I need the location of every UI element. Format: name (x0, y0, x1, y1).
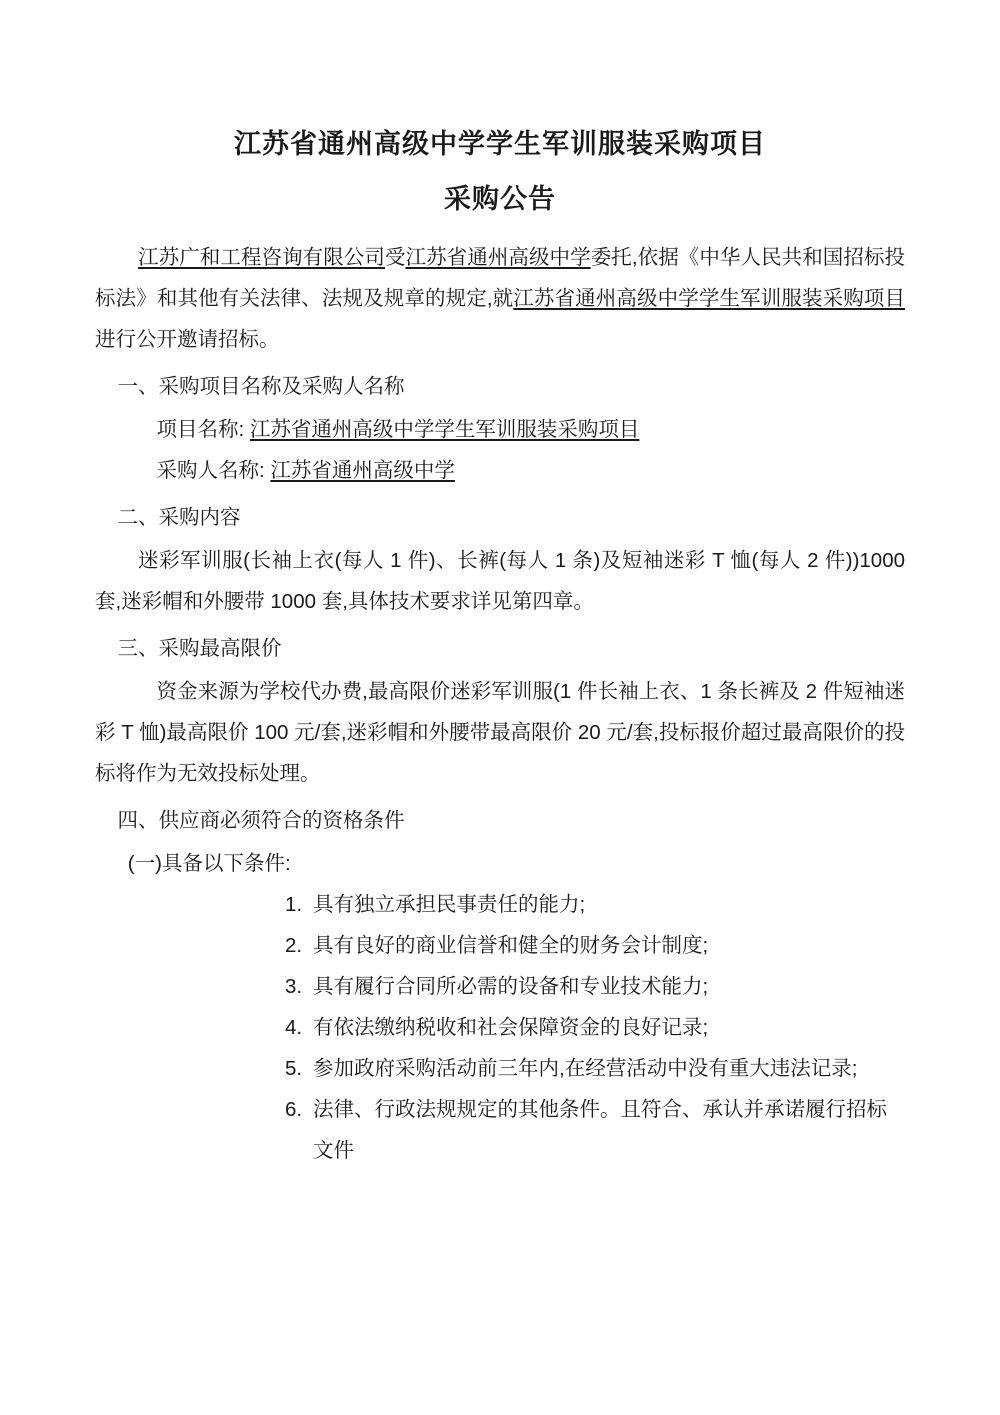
list-item-number: 4. (285, 1016, 303, 1039)
section-2-paragraph: 迷彩军训服(长袖上衣(每人 1 件)、长裤(每人 1 条)及短袖迷彩 T 恤(每人 2 件))1000 套,迷彩帽和外腰带 1000 套,具体技术要求详见第四章。 (95, 549, 905, 613)
field-project-name-value: 江苏省通州高级中学学生军训服装采购项目 (249, 418, 640, 441)
intro-project: 江苏省通州高级中学学生军训服装采购项目 (513, 287, 905, 310)
section-4-subheading: (一)具备以下条件: (127, 852, 291, 875)
list-item (261, 1089, 905, 1171)
list-item-label: 参加政府采购活动前三年内,在经营活动中没有重大违法记录; (313, 1057, 858, 1080)
list-item-number: 3. (285, 975, 303, 998)
list-item-label: 法律、行政法规规定的其他条件。且符合、承认并承诺履行招标文件 (313, 1098, 887, 1162)
page-subtitle: 采购公告 (444, 183, 556, 214)
field-project-name (95, 409, 905, 450)
list-item-label: 具有良好的商业信誉和健全的财务会计制度; (313, 934, 709, 957)
section-heading-4: 四、供应商必须符合的资格条件 (117, 809, 405, 832)
list-item-label: 有依法缴纳税收和社会保障资金的良好记录; (313, 1016, 709, 1039)
section-heading-1: 一、采购项目名称及采购人名称 (117, 375, 405, 398)
intro-paragraph (95, 237, 905, 360)
list-item-number: 2. (285, 934, 303, 957)
intro-connector-1: 受 (384, 246, 406, 269)
list-item (261, 925, 905, 966)
field-purchaser-name-value: 江苏省通州高级中学 (270, 459, 455, 482)
list-item (261, 966, 905, 1007)
list-item (261, 1007, 905, 1048)
section-heading-3: 三、采购最高限价 (117, 637, 282, 660)
list-item-label: 具有独立承担民事责任的能力; (313, 893, 586, 916)
field-purchaser-name (95, 450, 905, 491)
intro-tail: 进行公开邀请招标。 (95, 328, 280, 351)
section-heading-2: 二、采购内容 (117, 506, 241, 529)
intro-body: 委托,依据《中华人民共和国招标投标法》和其他有关法律、法规及规章的规定,就 (95, 246, 906, 310)
intro-purchaser: 江苏省通州高级中学 (405, 246, 591, 269)
page-title: 江苏省通州高级中学学生军训服装采购项目 (234, 129, 766, 159)
list-item-label: 具有履行合同所必需的设备和专业技术能力; (313, 975, 709, 998)
intro-agency: 江苏广和工程咨询有限公司 (138, 246, 385, 269)
list-item-number: 1. (285, 893, 303, 916)
list-item-number: 5. (285, 1057, 303, 1080)
field-purchaser-name-label: 采购人名称: (156, 459, 265, 482)
field-project-name-label: 项目名称: (156, 418, 245, 441)
section-3-paragraph: 资金来源为学校代办费,最高限价迷彩军训服(1 件长袖上衣、1 条长裤及 2 件短袖迷彩 T 恤)最高限价 100 元/套,迷彩帽和外腰带最高限价 20 元/套,投标报价超过最高限价的投标将作为无效投标处理。 (95, 680, 905, 785)
list-item (261, 1048, 905, 1089)
qualification-conditions (95, 884, 905, 1171)
list-item-number: 6. (285, 1098, 303, 1121)
list-item (261, 884, 905, 925)
